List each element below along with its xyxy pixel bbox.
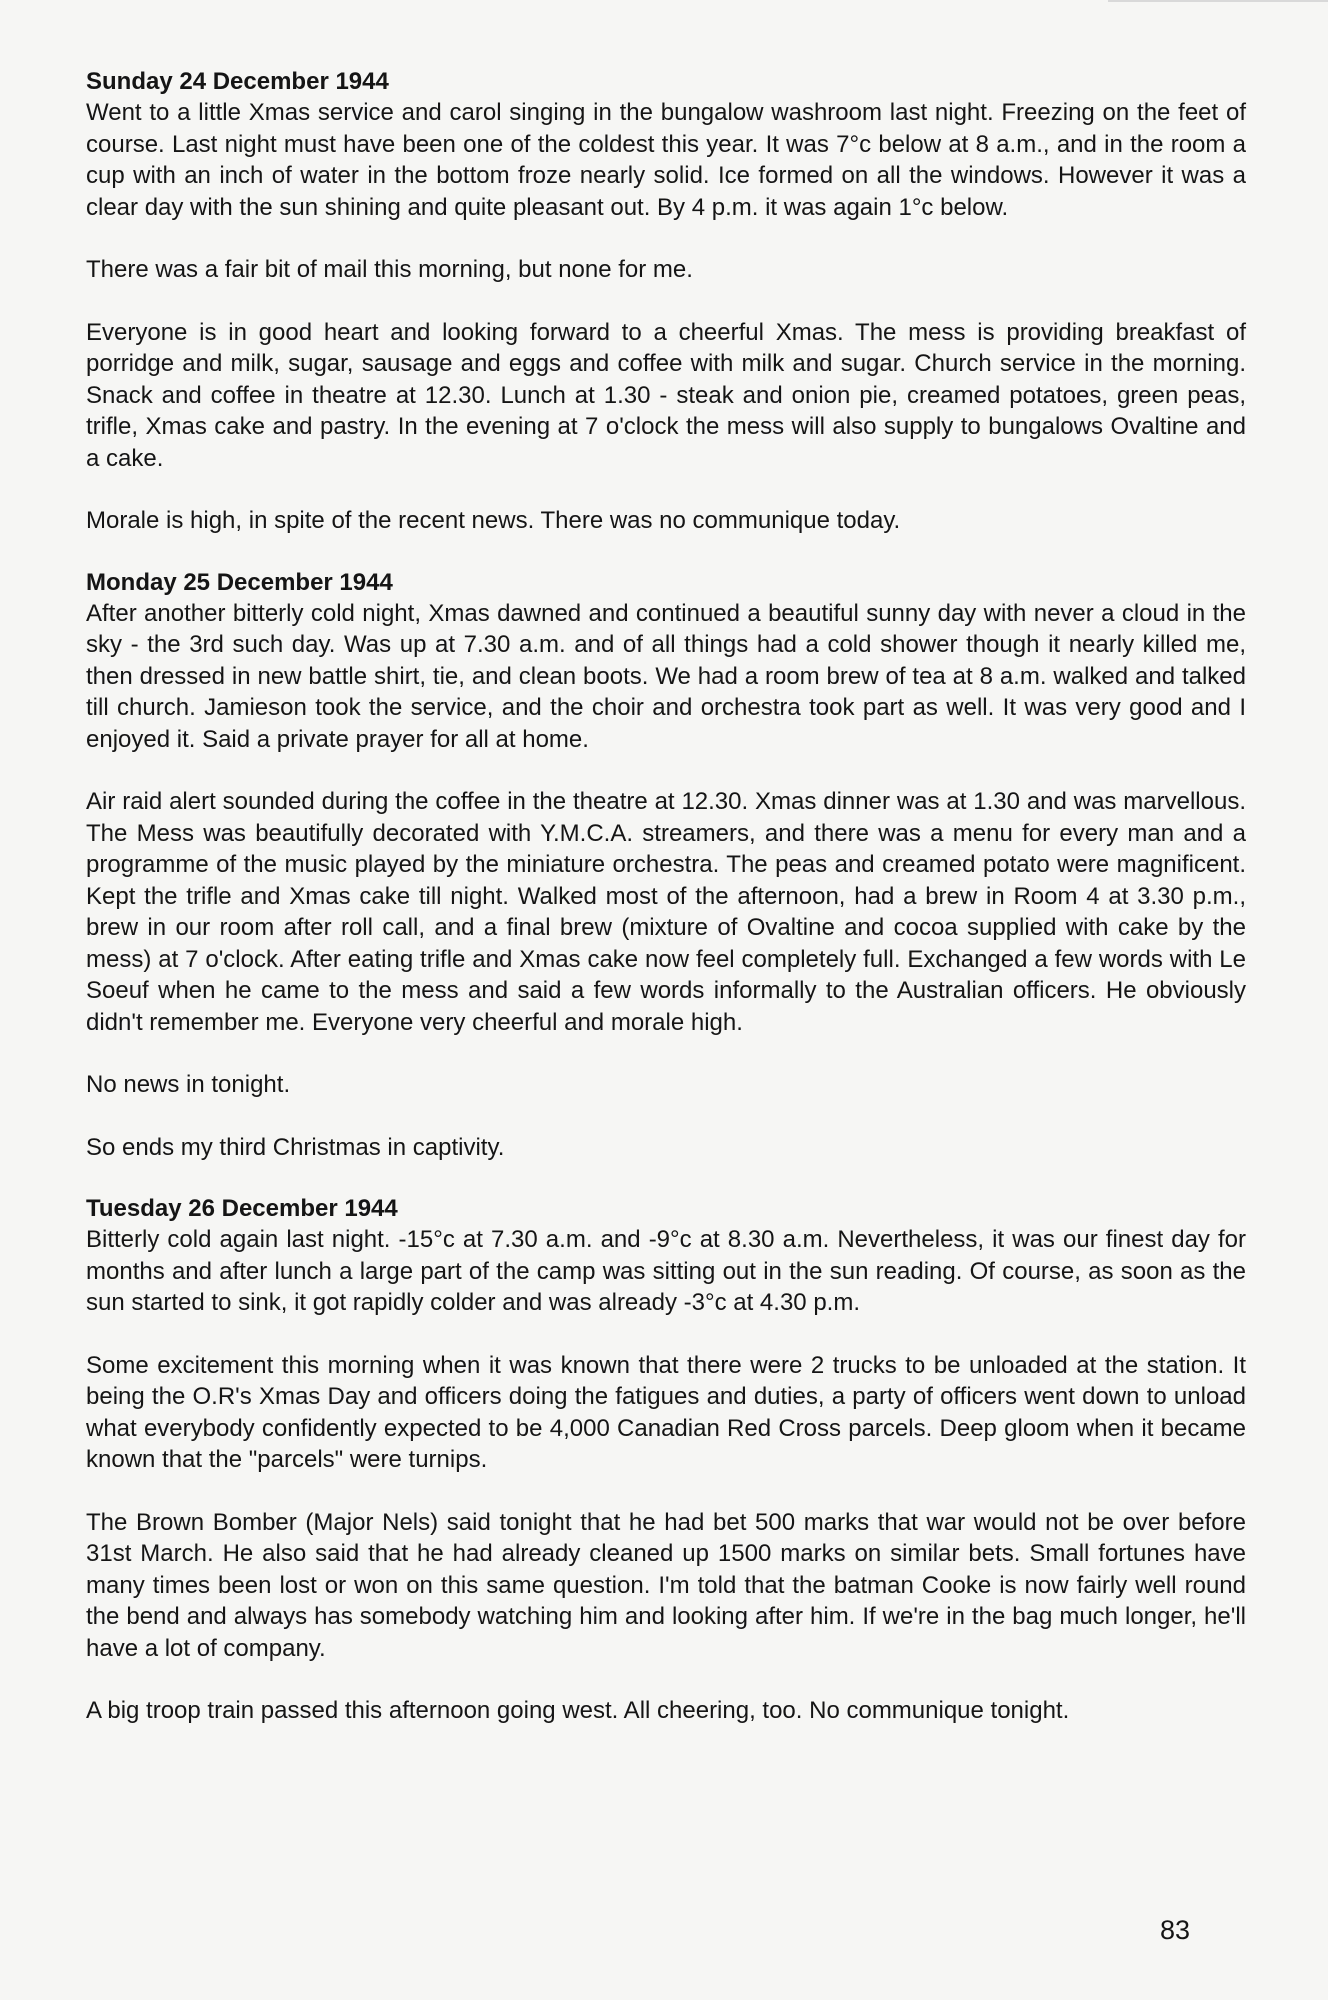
diary-entry-sunday: [86, 66, 1246, 537]
entry-paragraph: After another bitterly cold night, Xmas dawned and continued a beautiful sunny day with never a cloud in the sky - the 3rd such day. Was up at 7.30 a.m. and of all things had a cold shower though it nearly killed me, then dressed in new battle shirt, tie, and clean boots. We had a room brew of tea at 8 a.m. walked and talked till church. Jamieson took the service, and the choir and orchestra took part as well. It was very good and I enjoyed it. Said a private prayer for all at home.: [86, 599, 1246, 753]
diary-page: [86, 66, 1246, 1757]
page-number: 83: [1159, 1915, 1190, 1945]
entry-paragraph: No news in tonight.: [86, 1071, 291, 1098]
entry-date-heading: Tuesday 26 December 1944: [86, 1195, 398, 1222]
entry-paragraph: Air raid alert sounded during the coffee in the theatre at 12.30. Xmas dinner was at 1.30 and was marvellous. The Mess was beautifully decorated with Y.M.C.A. streamers, and there was a menu for every man and a programme of the music played by the miniature orchestra. The peas and creamed potato were magnificent. Kept the trifle and Xmas cake till night. Walked most of the afternoon, had a brew in Room 4 at 3.30 p.m., brew in our room after roll call, and a final brew (mixture of Ovaltine and cocoa supplied with cake by the mess) at 7 o'clock. After eating trifle and Xmas cake now feel completely full. Exchanged a few words with Le Soeuf when he came to the mess and said a few words informally to the Australian officers. He obviously didn't remember me. Everyone very cheerful and morale high.: [86, 788, 1246, 1036]
entry-paragraph: Morale is high, in spite of the recent news. There was no communique today.: [86, 507, 901, 534]
entry-paragraph: Everyone is in good heart and looking forward to a cheerful Xmas. The mess is providing breakfast of porridge and milk, sugar, sausage and eggs and coffee with milk and sugar. Church service in the morning. Snack and coffee in theatre at 12.30. Lunch at 1.30 - steak and onion pie, creamed potatoes, green peas, trifle, Xmas cake and pastry. In the evening at 7 o'clock the mess will also supply to bungalows Ovaltine and a cake.: [86, 318, 1246, 472]
diary-entry-tuesday: [86, 1193, 1246, 1727]
entry-date-heading: Monday 25 December 1944: [86, 568, 393, 596]
entry-date-heading: Sunday 24 December 1944: [86, 68, 389, 95]
entry-paragraph: So ends my third Christmas in captivity.: [86, 1133, 505, 1161]
diary-entry-monday: [86, 567, 1246, 1164]
entry-paragraph: Bitterly cold again last night. -15°c at 7.30 a.m. and -9°c at 8.30 a.m. Nevertheless, it was our finest day for months and after lunch a large part of the camp was sitting out in the sun reading. Of course, as soon as the sun started to sink, it got rapidly colder and was already -3°c at 4.30 p.m.: [86, 1226, 1246, 1316]
scan-edge-line: [1108, 0, 1328, 2]
entry-paragraph: There was a fair bit of mail this morning, but none for me.: [86, 256, 693, 283]
entry-paragraph: The Brown Bomber (Major Nels) said tonight that he had bet 500 marks that war would not be over before 31st March. He also said that he had already cleaned up 1500 marks on similar bets. Small fortunes have many times been lost or won on this same question. I'm told that the batman Cooke is now fairly well round the bend and always has somebody watching him and looking after him. If we're in the bag much longer, he'll have a lot of company.: [86, 1508, 1246, 1662]
entry-paragraph: Went to a little Xmas service and carol singing in the bungalow washroom last night. Freezing on the feet of course. Last night must have been one of the coldest this year. It was 7°c below at 8 a.m., and in the room a cup with an inch of water in the bottom froze nearly solid. Ice formed on all the windows. However it was a clear day with the sun shining and quite pleasant out. By 4 p.m. it was again 1°c below.: [86, 99, 1246, 221]
entry-paragraph: Some excitement this morning when it was known that there were 2 trucks to be unloaded at the station. It being the O.R's Xmas Day and officers doing the fatigues and duties, a party of officers went down to unload what everybody confidently expected to be 4,000 Canadian Red Cross parcels. Deep gloom when it became known that the "parcels" were turnips.: [86, 1351, 1246, 1473]
entry-paragraph: A big troop train passed this afternoon going west. All cheering, too. No communique tonight.: [86, 1697, 1070, 1724]
